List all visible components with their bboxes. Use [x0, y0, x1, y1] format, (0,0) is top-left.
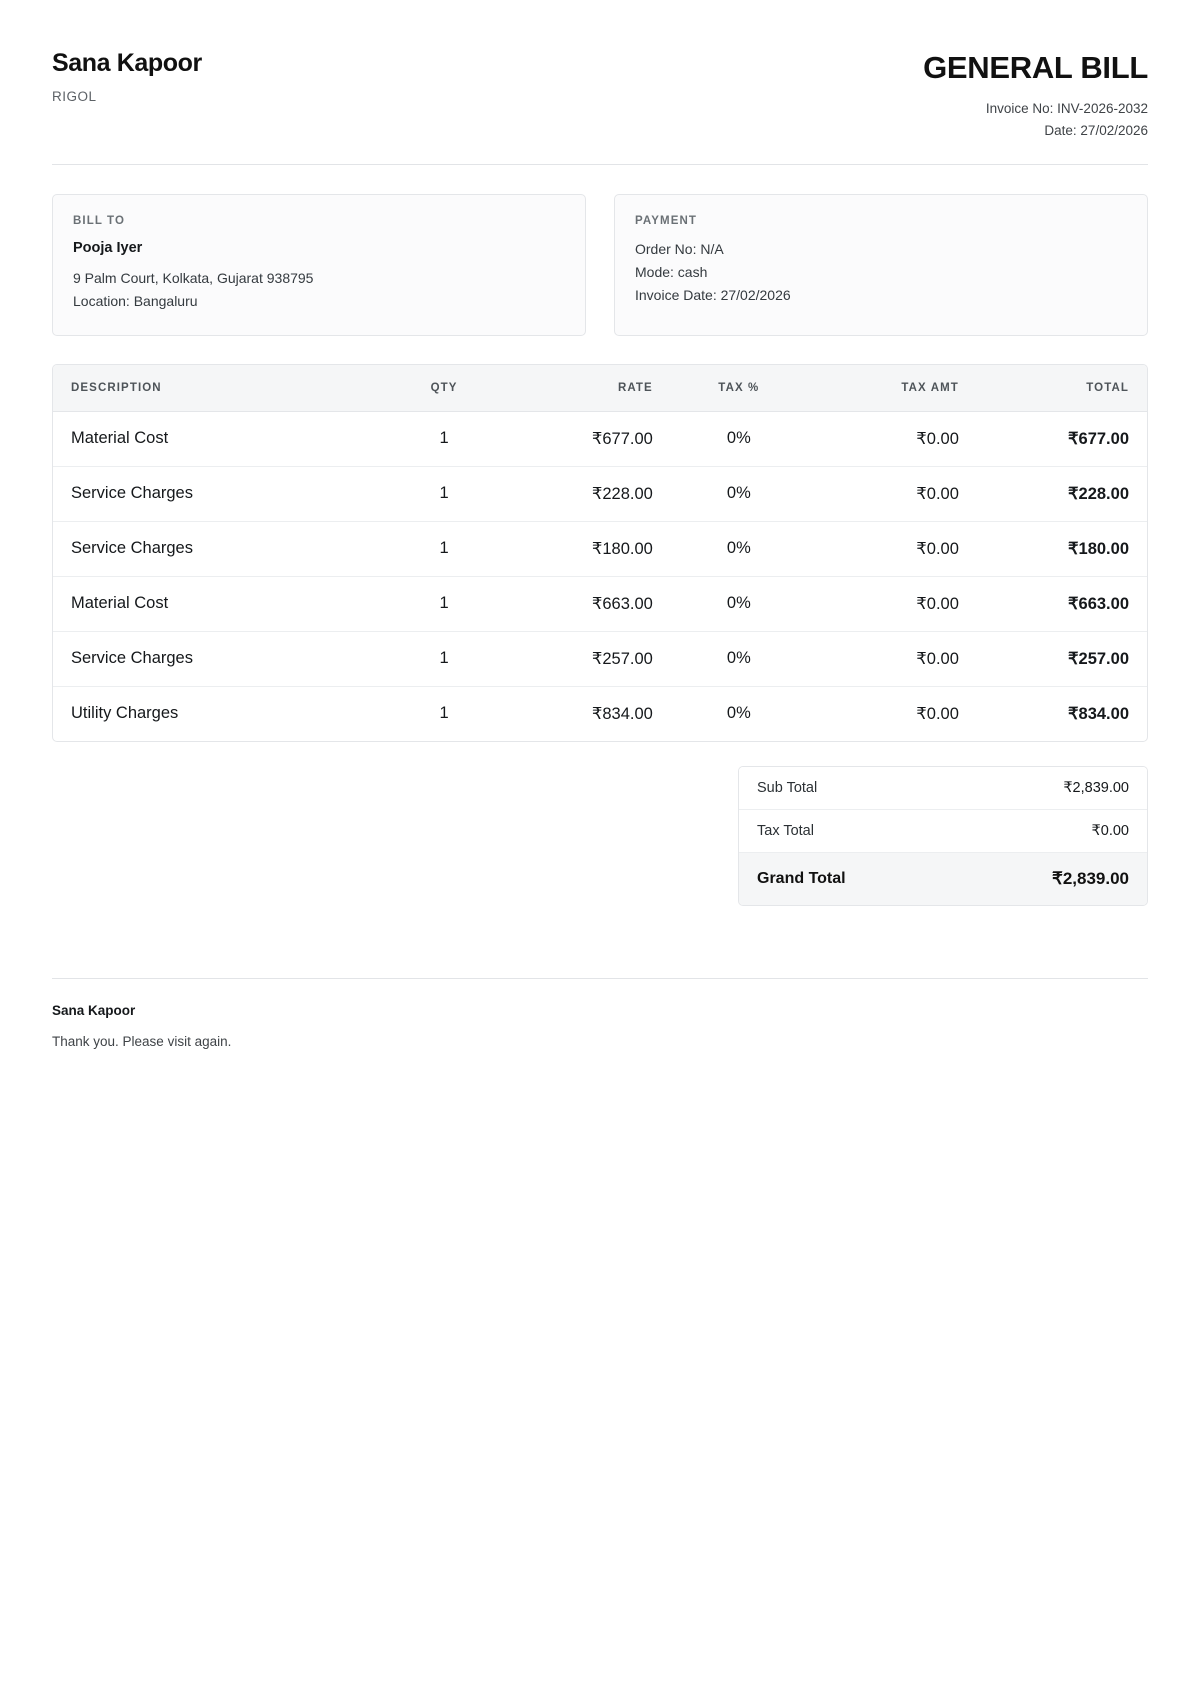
- footer-note: Thank you. Please visit again.: [52, 1034, 232, 1050]
- bill-to-label: BILL TO: [73, 215, 125, 228]
- sub-total-row: [739, 767, 1147, 810]
- brand-subtitle: RIGOL: [52, 89, 97, 105]
- invoice-number: Invoice No: INV-2026-2032: [985, 100, 1148, 116]
- cell-tax-percent: 0%: [726, 704, 751, 723]
- table-header-row: [53, 365, 1147, 412]
- cell-description: Material Cost: [53, 411, 376, 466]
- cell-rate: ₹257.00: [512, 631, 671, 686]
- document-header: [52, 40, 1148, 164]
- cell-rate: ₹180.00: [512, 521, 671, 576]
- table-row: [53, 631, 1147, 686]
- header-divider: [52, 164, 1148, 165]
- tax-total-value: ₹0.00: [1091, 822, 1129, 839]
- table-row: [53, 576, 1147, 631]
- cell-total: ₹257.00: [977, 631, 1147, 686]
- tax-total-label: Tax Total: [757, 822, 814, 839]
- table-row: [53, 686, 1147, 741]
- payment-label: PAYMENT: [635, 215, 698, 228]
- cell-tax-percent: 0%: [671, 631, 807, 686]
- cell-description: Utility Charges: [71, 704, 179, 723]
- payment-mode: Mode: cash: [635, 263, 708, 280]
- cell-tax-amount: ₹0.00: [807, 521, 977, 576]
- table-row: [53, 466, 1147, 521]
- info-boxes: [52, 194, 1148, 336]
- cell-description: Service Charges: [53, 631, 376, 686]
- invoice-date: Date: 27/02/2026: [1044, 122, 1148, 138]
- cell-tax-percent: 0%: [671, 521, 807, 576]
- column-header-description: DESCRIPTION: [53, 365, 376, 412]
- column-header-rate: RATE: [512, 365, 671, 412]
- cell-qty: 1: [376, 576, 512, 631]
- cell-description: Service Charges: [53, 521, 376, 576]
- cell-tax-percent: 0%: [671, 411, 807, 466]
- grand-total-value: ₹2,839.00: [1052, 868, 1129, 888]
- cell-total: ₹228.00: [977, 466, 1147, 521]
- cell-description: Service Charges: [53, 466, 376, 521]
- cell-qty: 1: [376, 631, 512, 686]
- brand-name: Sana Kapoor: [52, 49, 202, 77]
- table-body: [53, 411, 1147, 741]
- tax-total-row: [739, 810, 1147, 853]
- payment-order-no: Order No: N/A: [635, 241, 724, 258]
- cell-rate: ₹834.00: [591, 704, 653, 723]
- table-row: [53, 411, 1147, 466]
- cell-total: ₹834.00: [1068, 704, 1129, 723]
- column-header-total: TOTAL: [977, 365, 1147, 412]
- cell-qty: 1: [439, 704, 449, 723]
- bill-to-location: Location: Bangaluru: [73, 293, 198, 310]
- bill-to-address: 9 Palm Court, Kolkata, Gujarat 938795: [73, 270, 314, 287]
- document-footer: [52, 979, 1148, 1053]
- table-row: [53, 521, 1147, 576]
- bill-to-name: Pooja Iyer: [73, 240, 143, 257]
- grand-total-label: Grand Total: [757, 869, 846, 887]
- cell-tax-amount: ₹0.00: [916, 704, 959, 723]
- cell-total: ₹663.00: [977, 576, 1147, 631]
- totals-box: [738, 766, 1148, 906]
- cell-qty: 1: [376, 411, 512, 466]
- payment-invoice-date: Invoice Date: 27/02/2026: [635, 286, 791, 303]
- cell-qty: 1: [376, 521, 512, 576]
- bill-to-box: [52, 194, 586, 336]
- cell-qty: 1: [376, 466, 512, 521]
- column-header-tax-amount: TAX AMT: [807, 365, 977, 412]
- cell-rate: ₹228.00: [512, 466, 671, 521]
- footer-name: Sana Kapoor: [52, 1002, 136, 1018]
- brand-block: [52, 48, 202, 106]
- grand-total-row: [739, 853, 1147, 905]
- cell-tax-amount: ₹0.00: [807, 631, 977, 686]
- column-header-qty: QTY: [376, 365, 512, 412]
- page-title: GENERAL BILL: [923, 50, 1148, 85]
- cell-description: Material Cost: [53, 576, 376, 631]
- cell-tax-amount: ₹0.00: [807, 576, 977, 631]
- cell-total: ₹180.00: [977, 521, 1147, 576]
- cell-tax-percent: 0%: [671, 576, 807, 631]
- cell-rate: ₹663.00: [512, 576, 671, 631]
- payment-box: [614, 194, 1148, 336]
- cell-rate: ₹677.00: [512, 411, 671, 466]
- line-items-table: [52, 364, 1148, 742]
- column-header-tax-percent: TAX %: [671, 365, 807, 412]
- document-title-block: [923, 48, 1148, 142]
- cell-total: ₹677.00: [977, 411, 1147, 466]
- sub-total-label: Sub Total: [757, 779, 818, 796]
- cell-tax-percent: 0%: [671, 466, 807, 521]
- invoice-meta: [923, 98, 1148, 143]
- sub-total-value: ₹2,839.00: [1063, 779, 1129, 796]
- cell-tax-amount: ₹0.00: [807, 466, 977, 521]
- totals-section: [52, 766, 1148, 906]
- cell-tax-amount: ₹0.00: [807, 411, 977, 466]
